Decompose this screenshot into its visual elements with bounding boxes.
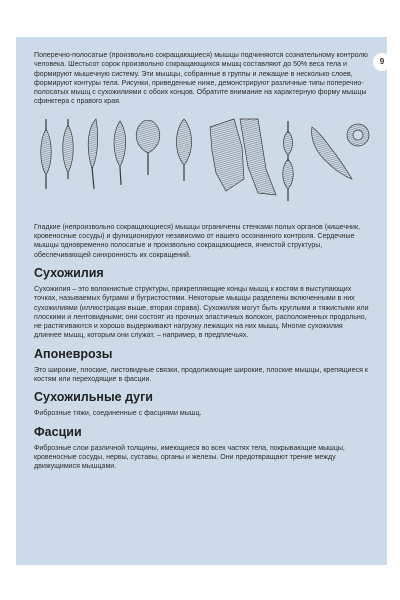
section-text-tendinous-arches: Фиброзные тяжи, соединенные с фасциями мышц. [34, 410, 202, 418]
strap-muscle-figure [240, 119, 276, 195]
broad-flat-muscle-figure [210, 119, 244, 191]
bipennate-muscle-figure [114, 121, 126, 185]
section-heading-tendons: Сухожилия [34, 265, 104, 280]
section-heading-tendinous-arches: Сухожильные дуги [34, 390, 153, 405]
section-heading-aponeuroses: Апоневрозы [34, 346, 113, 361]
fusiform-muscle-figure [41, 119, 52, 189]
unipennate-muscle-figure [88, 119, 97, 189]
fan-muscle-figure [136, 120, 160, 175]
intro-paragraph: Поперечно-полосатые (произвольно сокращающиеся) мышцы подчиняются сознательному контролю человека. Шестьсот сорок произвольно сокращающихся мышц составляют до 50% веса тела и формируют мышечную систему. Эти мышцы, собранные в группы и лежащие в несколько слоев, формируют контуры тела. Рисунки, приведенные ниже, демонстрируют различные типы поперечно-полосатых мышц с сухожилиями с обоих концов. Обратите внимание на характерную форму мышцы сфинктера с правого края. [34, 52, 368, 106]
muscle-types-illustration [34, 117, 370, 207]
section-text-aponeuroses: Это широкие, плоские, листовидные связки, продолжающие широкие, плоские мышцы, крепящиеся к костям или переходящие в фасции. [34, 366, 368, 384]
triangular-muscle-figure [312, 127, 352, 179]
digastric-muscle-figure [283, 121, 294, 201]
muscle-shapes-drawing [34, 117, 370, 207]
section-text-fasciae: Фиброзные слои различной толщины, имеющиеся во всех частях тела, покрывающие мышцы, кровеносные сосуды, нервы, суставы, органы и железы. Они предотвращают трение между движущимися мышцами. [34, 444, 345, 471]
book-page [16, 37, 387, 565]
section-heading-fasciae: Фасции [34, 424, 82, 439]
smooth-muscle-paragraph: Гладкие (непроизвольно сокращающиеся) мышцы ограничены стенками полых органов (кишечник, кровеносные сосуды) и функционируют независимо от нашего осознанного контроля. Сердечные мышцы одновременно полосатые и произвольно сокращающиеся, ячеистой структуры, обеспечивающей синхронность их сокращений. [34, 223, 360, 259]
section-text-tendons: Сухожилия – это волокнистые структуры, прикрепляющие концы мышц к костям в выступающих точках, называемых буграми и бугристостями. Некоторые мышцы разделены включенными в них сухожилиями (иллюстрация выше, вторая справа). Сухожилия могут быть круглыми и тяжистыми или плоскими и лентовидными; они состоят из прочных эластичных волокон, расположенных продольно, не растягиваются и хорошо выдерживают нагрузку лежащих на них мышц. Многие сухожилия длиннее мышц, которым они служат, – например, в предплечьях. [34, 285, 369, 340]
long-fusiform-muscle-figure [63, 119, 74, 179]
multipennate-muscle-figure [177, 119, 192, 181]
sphincter-muscle-figure [347, 124, 369, 146]
page-number-badge: 9 [373, 53, 391, 71]
page-content [34, 51, 370, 478]
